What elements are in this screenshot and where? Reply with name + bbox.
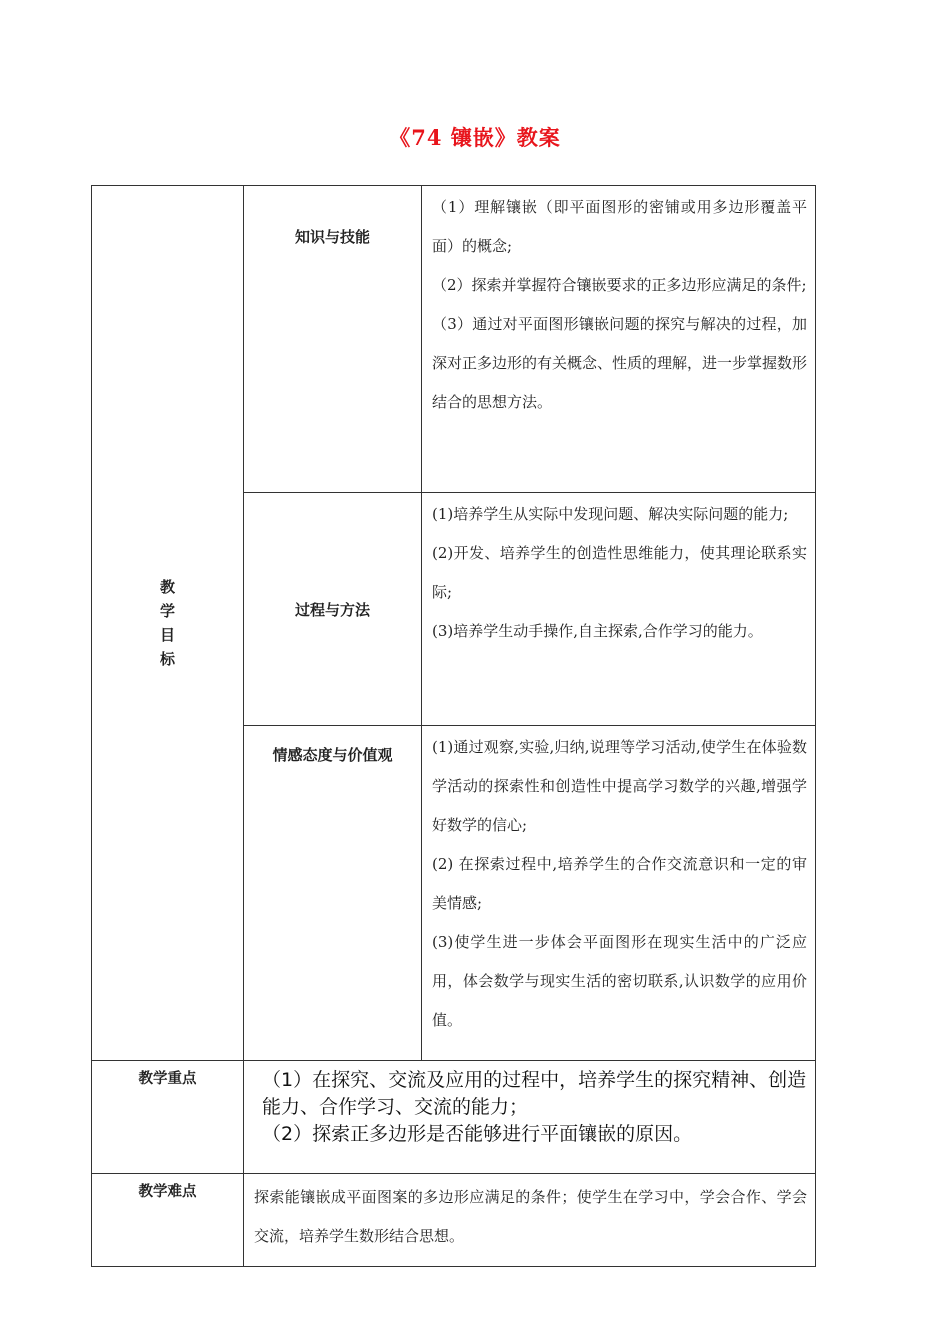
process-item: (1)培养学生从实际中发现问题、解决实际问题的能力; bbox=[432, 505, 789, 523]
knowledge-item: （3）通过对平面图形镶嵌问题的探究与解决的过程，加深对正多边形的有关概念、性质的理解，进一步掌握数形结合的思想方法。 bbox=[432, 315, 808, 411]
difficulties-text: 探索能镶嵌成平面图案的多边形应满足的条件；使学生在学习中，学会合作、学会交流，培养学生数形结合思想。 bbox=[254, 1188, 807, 1245]
lesson-plan-table bbox=[91, 185, 816, 1267]
key-points-item: （1）在探究、交流及应用的过程中，培养学生的探究精神、创造能力、合作学习、交流的能力； bbox=[262, 1069, 807, 1118]
knowledge-content bbox=[422, 186, 816, 493]
key-points-content bbox=[244, 1061, 816, 1174]
key-points-label: 教学重点 bbox=[92, 1061, 244, 1174]
difficulties-content bbox=[244, 1174, 816, 1267]
attitude-item: (2) 在探索过程中,培养学生的合作交流意识和一定的审美情感; bbox=[432, 855, 807, 912]
knowledge-row bbox=[92, 186, 816, 493]
attitude-item: (1)通过观察,实验,归纳,说理等学习活动,使学生在体验数学活动的探索性和创造性中提高学习数学的兴趣,增强学好数学的信心; bbox=[432, 738, 807, 834]
knowledge-item: （2）探索并掌握符合镶嵌要求的正多边形应满足的条件; bbox=[432, 276, 807, 294]
process-content bbox=[422, 493, 816, 726]
attitude-item: (3)使学生进一步体会平面图形在现实生活中的广泛应用，体会数学与现实生活的密切联系,认识数学的应用价值。 bbox=[432, 933, 807, 1029]
key-points-row bbox=[92, 1061, 816, 1174]
process-item: (2)开发、培养学生的创造性思维能力，使其理论联系实际; bbox=[432, 544, 807, 601]
objectives-label bbox=[92, 186, 244, 1061]
attitude-label: 情感态度与价值观 bbox=[244, 726, 422, 1061]
objectives-label-char: 目 bbox=[159, 626, 175, 644]
difficulties-label: 教学难点 bbox=[92, 1174, 244, 1267]
attitude-content bbox=[422, 726, 816, 1061]
objectives-label-char: 教 bbox=[159, 578, 175, 596]
page-title: 《74 镶嵌》教案 bbox=[389, 125, 561, 150]
process-item: (3)培养学生动手操作,自主探索,合作学习的能力。 bbox=[432, 622, 763, 640]
difficulties-row bbox=[92, 1174, 816, 1267]
key-points-item: （2）探索正多边形是否能够进行平面镶嵌的原因。 bbox=[262, 1123, 693, 1145]
knowledge-item: （1）理解镶嵌（即平面图形的密铺或用多边形覆盖平面）的概念; bbox=[432, 198, 807, 255]
objectives-label-char: 学 bbox=[159, 602, 175, 620]
knowledge-label: 知识与技能 bbox=[244, 186, 422, 493]
process-label: 过程与方法 bbox=[244, 493, 422, 726]
objectives-label-char: 标 bbox=[159, 650, 175, 668]
